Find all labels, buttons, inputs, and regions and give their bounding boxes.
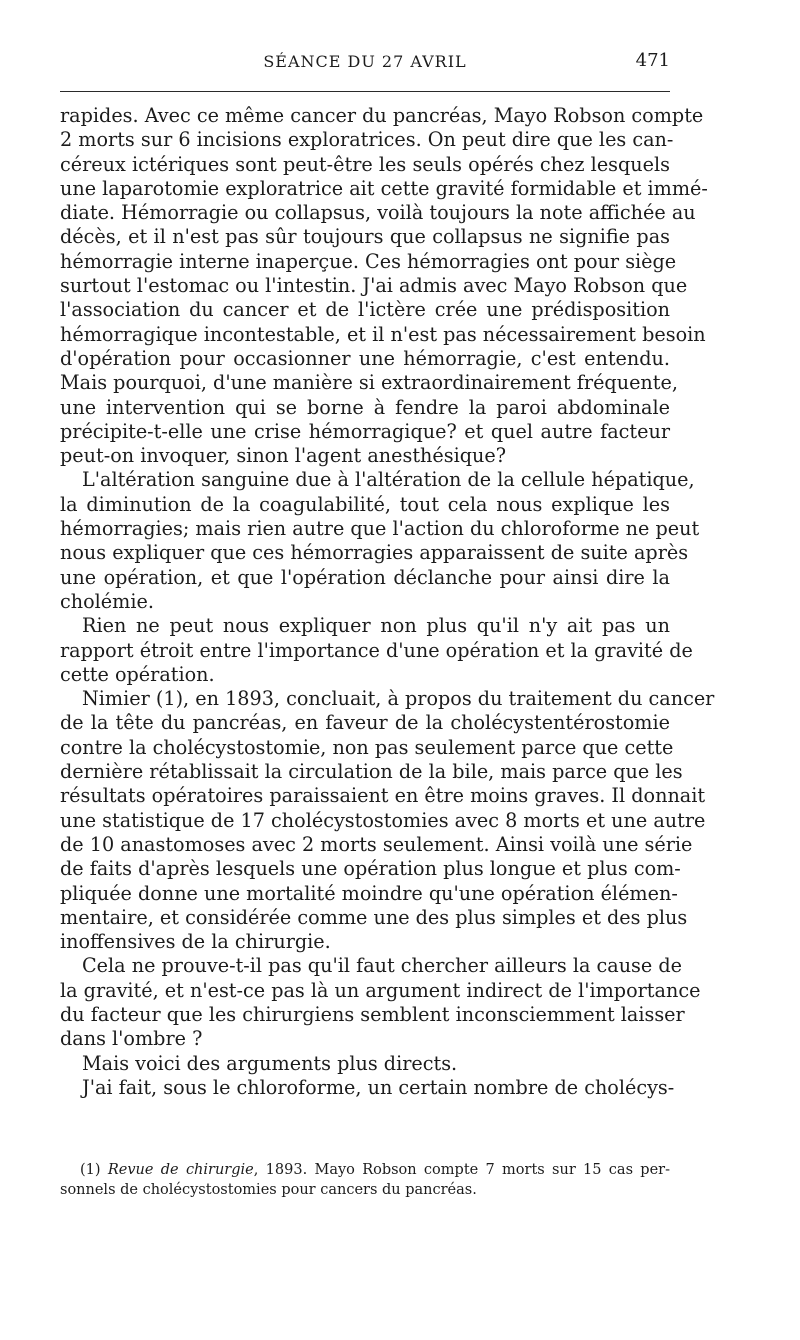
text-line: mentaire, et considérée comme une des plus simples et des plus xyxy=(60,905,688,929)
body-text xyxy=(60,104,715,1100)
text-line: Mais pourquoi, d'une manière si extraordinairement fréquente, xyxy=(60,371,678,395)
footnote-text: , 1893. Mayo Robson compte 7 morts sur 15 cas per- xyxy=(253,1162,671,1178)
text-line: Mais voici des arguments plus directs. xyxy=(82,1051,458,1075)
text-line: hémorragie interne inaperçue. Ces hémorragies ont pour siège xyxy=(60,249,677,273)
text-line: une laparotomie exploratrice ait cette gravité formidable et immé- xyxy=(60,176,708,200)
text-line: de faits d'après lesquels une opération plus longue et plus com- xyxy=(60,857,681,881)
text-line: 2 morts sur 6 incisions exploratrices. On peut dire que les can- xyxy=(60,128,674,152)
page-number: 471 xyxy=(635,50,670,71)
footnote xyxy=(60,1160,670,1200)
text-line: pliquée donne une mortalité moindre qu'une opération élémen- xyxy=(60,881,678,905)
text-line: l'association du cancer et de l'ictère crée une prédisposition xyxy=(60,298,670,322)
text-line: céreux ictériques sont peut-être les seuls opérés chez lesquels xyxy=(60,152,670,176)
text-line: dans l'ombre ? xyxy=(60,1027,203,1051)
text-line: décès, et il n'est pas sûr toujours que collapsus ne signifie pas xyxy=(60,225,670,249)
text-line: de 10 anastomoses avec 2 morts seulement. Ainsi voilà une série xyxy=(60,832,693,856)
text-line: Rien ne peut nous expliquer non plus qu'il n'y ait pas un xyxy=(82,614,670,638)
text-line: dernière rétablissait la circulation de la bile, mais parce que les xyxy=(60,760,683,784)
text-line: la gravité, et n'est-ce pas là un argument indirect de l'importance xyxy=(60,978,701,1002)
text-line: diate. Hémorragie ou collapsus, voilà toujours la note affichée au xyxy=(60,201,696,225)
text-line: résultats opératoires paraissaient en être moins graves. Il donnait xyxy=(60,784,706,808)
text-line: une intervention qui se borne à fendre la paroi abdominale xyxy=(60,395,670,419)
text-line: contre la cholécystostomie, non pas seulement parce que cette xyxy=(60,735,674,759)
footnote-line: sonnels de cholécystostomies pour cancers du pancréas. xyxy=(60,1182,477,1198)
text-line: L'altération sanguine due à l'altération de la cellule hépatique, xyxy=(82,468,695,492)
footnote-line xyxy=(60,1160,670,1180)
text-line: cholémie. xyxy=(60,589,154,613)
footnote-marker: (1) xyxy=(80,1162,101,1178)
text-line: peut-on invoquer, sinon l'agent anesthésique? xyxy=(60,444,507,468)
text-line: Nimier (1), en 1893, concluait, à propos du traitement du cancer xyxy=(82,687,715,711)
text-line: Cela ne prouve-t-il pas qu'il faut chercher ailleurs la cause de xyxy=(82,954,682,978)
text-line: de la tête du pancréas, en faveur de la cholécystentérostomie xyxy=(60,711,670,735)
text-line: une statistique de 17 cholécystostomies avec 8 morts et une autre xyxy=(60,808,706,832)
text-line: nous expliquer que ces hémorragies apparaissent de suite après xyxy=(60,541,689,565)
text-line: surtout l'estomac ou l'intestin. J'ai admis avec Mayo Robson que xyxy=(60,274,688,298)
running-head xyxy=(60,48,670,74)
text-line: hémorragique incontestable, et il n'est pas nécessairement besoin xyxy=(60,322,706,346)
text-line: hémorragies; mais rien autre que l'action du chloroforme ne peut xyxy=(60,517,700,541)
text-line: précipite-t-elle une crise hémorragique? et quel autre facteur xyxy=(60,419,670,443)
text-line: cette opération. xyxy=(60,662,215,686)
text-line: J'ai fait, sous le chloroforme, un certain nombre de cholécys- xyxy=(82,1075,675,1099)
text-line: une opération, et que l'opération déclanche pour ainsi dire la xyxy=(60,565,670,589)
footnote-source-title: Revue de chirurgie xyxy=(107,1162,254,1178)
running-title: SÉANCE DU 27 AVRIL xyxy=(263,52,467,71)
text-line: la diminution de la coagulabilité, tout cela nous explique les xyxy=(60,492,670,516)
text-line: rapport étroit entre l'importance d'une opération et la gravité de xyxy=(60,638,693,662)
text-line: inoffensives de la chirurgie. xyxy=(60,930,331,954)
text-line: du facteur que les chirurgiens semblent inconsciemment laisser xyxy=(60,1002,685,1026)
text-line: rapides. Avec ce même cancer du pancréas, Mayo Robson compte xyxy=(60,104,704,127)
header-rule xyxy=(60,91,670,92)
text-line: d'opération pour occasionner une hémorragie, c'est entendu. xyxy=(60,346,670,370)
